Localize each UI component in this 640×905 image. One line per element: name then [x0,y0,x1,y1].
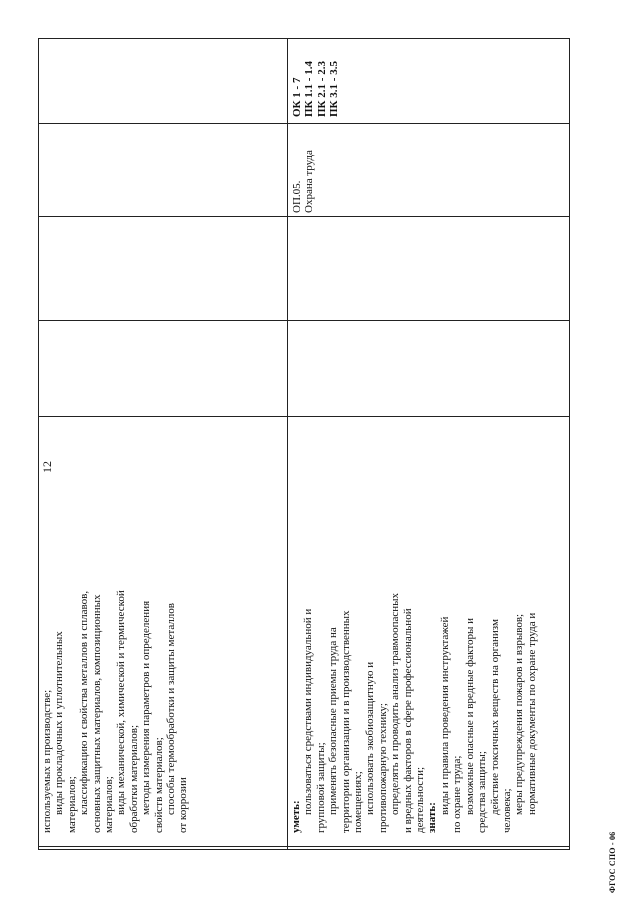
text-line: определять и проводить анализ травмоопасных [389,592,402,815]
text-line: помещениях; [352,771,365,833]
discipline-code: ОП.05. [291,180,303,213]
discipline-name: Охрана труда [303,150,316,213]
requirements-cell-labor-safety [288,419,570,837]
text-line: материалов; [65,776,78,833]
text-line: основных защитных материалов, композиционных [90,594,103,833]
column-divider [39,123,569,124]
page-number: 12 [40,461,54,473]
text-line: противопожарную технику; [376,703,389,833]
text-line: обработки материалов; [127,725,140,833]
text-line: нормативные документы по охране труда и [525,612,538,815]
section-label: знать: [426,802,439,833]
footer-code: ФГОС СПО - 06 [608,831,617,893]
text-line: действие токсичных веществ на организм [488,619,501,815]
column-divider [39,320,569,321]
text-line: используемых в производстве; [41,689,53,833]
standards-table [38,38,570,850]
text-line: групповой защиты; [314,742,327,833]
column-divider [39,416,569,417]
text-line: виды прокладочных и уплотнительных [53,631,66,815]
text-line: методы измерения параметров и определения [140,600,153,815]
text-line: от коррозии [177,777,190,833]
text-line: использовать экобиозащитную и [364,661,377,815]
text-line: человека; [500,788,513,833]
text-line: материалов; [103,776,116,833]
text-line: пользоваться средствами индивидуальной и [302,608,315,815]
text-line: меры предупреждения пожаров и взрывов; [513,613,526,815]
text-line: виды и правила проведения инструктажей [438,616,451,815]
competence-code: ПК 1.1 - 1.4 [303,61,316,117]
section-label: уметь: [290,800,302,833]
text-line: классификацию и свойства металлов и сплавов, [78,590,91,815]
competence-code: ПК 2.1 - 2.3 [315,61,328,117]
text-line: применять безопасные приемы труда на [327,627,340,815]
text-line: виды механической, химической и термической [115,590,128,815]
competence-code: ОК 1 - 7 [291,77,303,117]
competence-code: ПК 3.1 - 3.5 [328,61,341,117]
text-line: возможные опасные и вредные факторы и [463,617,476,815]
spacer [39,841,41,849]
text-line: территории организации и в производственных [339,610,352,833]
column-divider [39,846,569,847]
text-line: свойств материалов; [152,737,165,833]
requirements-cell-continued [39,419,287,837]
competences-column [288,39,341,121]
text-line: и вредных факторов в сфере профессиональной [401,608,414,833]
text-line: средства защиты; [476,751,489,833]
text-line: по охране труда; [451,755,464,833]
text-line: деятельности; [414,766,427,833]
text-line: способы термообработки и защиты металлов [165,603,178,815]
